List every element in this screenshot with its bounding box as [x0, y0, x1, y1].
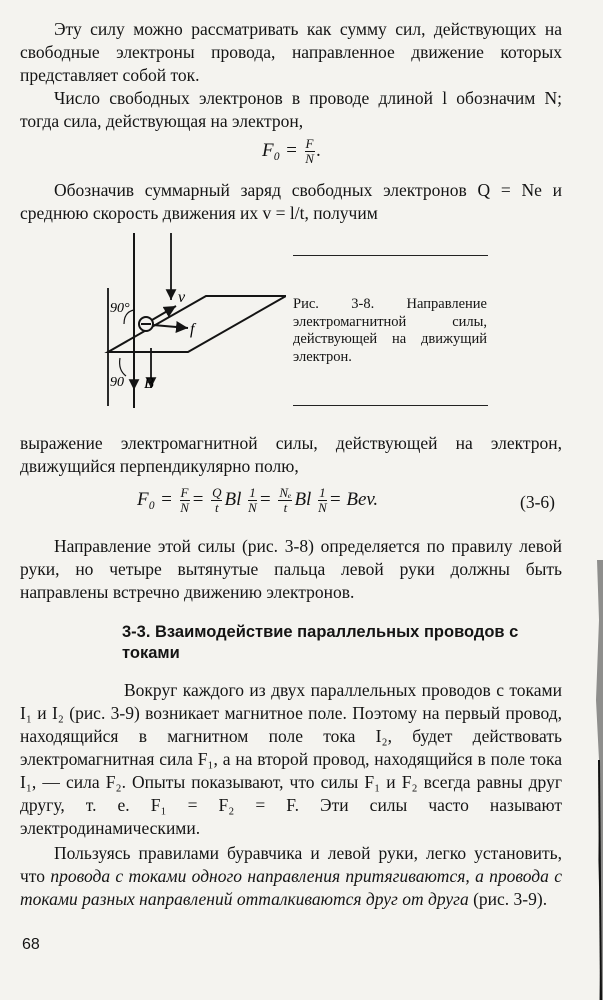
- angle-top-label: 90°: [110, 301, 130, 316]
- velocity-label: v: [178, 289, 186, 306]
- paragraph-3: Обозначив суммарный заряд свободных электронов Q = Ne и среднюю скорость движения их v = l/t, получим: [20, 180, 562, 223]
- eq1-num: F: [305, 136, 314, 151]
- paragraph-6: Вокруг каждого из двух параллельных проводов с токами I₁ и I₂ (рис. 3-9) возникает магнитное поле. Поэтому на первый провод, находящийся в магнитном поле тока I₂, будет действовать электромагнитная сила F₁, а на второй провод, находящийся в поле тока I₁, — сила F₂. Опыты показывают, что силы F₁ и F₂ всегда равны друг другу, т. е. F₁ = F₂ = F. Эти силы часто называют электродинамическими.: [20, 680, 562, 838]
- eq1-den: N: [305, 151, 314, 166]
- equation-3-6: F₀ = $\frac{F}{N}$ = $\frac{Q}{t}$ Bl $\frac{1}{N}$ = $\frac{\text{Nₑ}}{t}$ Bl $\frac{1}{N}$ = Bev.: [137, 485, 379, 515]
- eq2-frac-2: $\frac{Q}{t}$: [212, 485, 222, 515]
- eq2-mid1: Bl: [224, 488, 242, 510]
- eq2-frac-3: $\frac{1}{N}$: [248, 485, 257, 515]
- eq2-lhs: F₀ =: [137, 488, 173, 510]
- equation-f0: [262, 137, 321, 166]
- section-heading: 3-3. Взаимодействие параллельных проводов с токами: [122, 623, 519, 662]
- p7-end: (рис. 3-9).: [468, 889, 548, 909]
- figure-3-8: [96, 228, 286, 410]
- force-arrow: [153, 325, 188, 328]
- eq2-frac-4: $\frac{\text{Nₑ}}{t}$: [279, 485, 292, 515]
- figure-caption: Рис. 3-8. Направление электромагнитной силы, действующей на движущий электрон.: [293, 296, 487, 365]
- eq1-lhs: F₀ =: [262, 139, 298, 161]
- eq2-rhs: = Bev.: [328, 488, 379, 510]
- equation-number: (3-6): [520, 492, 555, 512]
- caption-rule-bottom: [293, 405, 488, 406]
- force-label: f: [190, 321, 195, 338]
- p7-italic: провода с токами одного направления притягиваются, а провода с токами разных направлений отталкиваются друг от друга: [20, 866, 563, 909]
- paragraph-1: Эту силу можно рассматривать как сумму сил, действующих на свободные электроны провода, направленное движение которых представляет собой ток.: [20, 19, 562, 85]
- field-label: B: [144, 375, 154, 392]
- eq1-fraction: [305, 137, 315, 166]
- eq2-frac-5: $\frac{1}{N}$: [318, 485, 327, 515]
- paragraph-5: Направление этой силы (рис. 3-8) определяется по правилу левой руки, но четыре вытянутые пальца левой руки должны быть направлены встречно движению электронов.: [20, 536, 562, 602]
- paragraph-2: Число свободных электронов в проводе длиной l обозначим N; тогда сила, действующая на электрон,: [20, 88, 562, 131]
- eq2-frac-1: $\frac{F}{N}$: [180, 485, 189, 515]
- eq1-tail: .: [316, 139, 322, 161]
- page-number: 68: [22, 936, 40, 953]
- caption-rule-top: [293, 255, 488, 256]
- velocity-arrow: [152, 306, 176, 320]
- paragraph-7: [20, 842, 562, 911]
- eq2-mid2: Bl: [294, 488, 312, 510]
- paragraph-4: выражение электромагнитной силы, действующей на электрон, движущийся перпендикулярно полю,: [20, 433, 562, 476]
- p7-start: Пользуясь правилами буравчика и левой руки, легко установить, что: [20, 843, 562, 886]
- scan-edge-shadow: [563, 560, 603, 1000]
- angle-bottom-label: 90: [110, 375, 124, 390]
